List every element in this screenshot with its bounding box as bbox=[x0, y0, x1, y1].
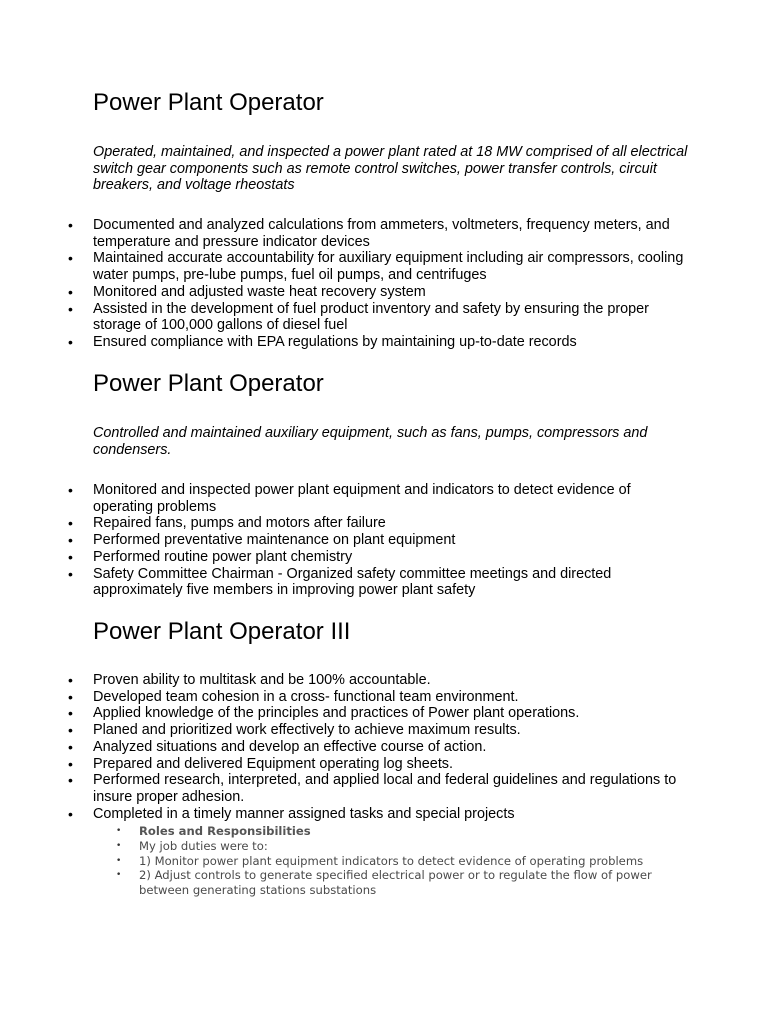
section-2-summary: Controlled and maintained auxiliary equipment, such as fans, pumps, compressors and condensers. bbox=[93, 425, 648, 458]
bullet-icon: • bbox=[68, 515, 73, 532]
bullet-icon: • bbox=[68, 532, 73, 549]
list-item: • Applied knowledge of the principles and practices of Power plant operations. bbox=[68, 705, 580, 722]
list-item: • Performed preventative maintenance on plant equipment bbox=[68, 532, 456, 549]
section-2-bullets bbox=[0, 482, 768, 599]
list-item: • 1) Monitor power plant equipment indicators to detect evidence of operating problems bbox=[116, 853, 644, 868]
list-item: • My job duties were to: bbox=[116, 838, 268, 853]
list-item: • Safety Committee Chairman - Organized safety committee meetings and directed approximately five members in improving power plant safety bbox=[68, 565, 612, 599]
bullet-icon: • bbox=[68, 283, 73, 300]
bullet-icon: • bbox=[68, 722, 73, 739]
bullet-icon: • bbox=[68, 805, 73, 822]
list-item: • Maintained accurate accountability for auxiliary equipment including air compressors, cooling water pumps, pre-lube pumps, fuel oil pumps, and centrifuges bbox=[68, 250, 684, 284]
bullet-icon: • bbox=[68, 755, 73, 772]
bullet-icon: • bbox=[68, 772, 73, 789]
list-item: • Performed routine power plant chemistry bbox=[68, 548, 353, 565]
bullet-icon: • bbox=[116, 826, 122, 836]
section-3-title: Power Plant Operator III bbox=[93, 618, 351, 645]
bullet-icon: • bbox=[68, 705, 73, 722]
list-item: • Monitored and adjusted waste heat recovery system bbox=[68, 283, 426, 300]
bullet-icon: • bbox=[68, 250, 73, 267]
list-item: • Analyzed situations and develop an effective course of action. bbox=[68, 738, 487, 755]
section-1-title: Power Plant Operator bbox=[93, 89, 324, 116]
list-item: • Developed team cohesion in a cross- functional team environment. bbox=[68, 688, 519, 705]
section-1-summary: Operated, maintained, and inspected a power plant rated at 18 MW comprised of all electrical switch gear components such as remote control switches, power transfer controls, circuit breakers, and voltage rheostats bbox=[93, 144, 688, 194]
bullet-icon: • bbox=[68, 565, 73, 582]
section-2-title: Power Plant Operator bbox=[93, 370, 324, 397]
list-item: • Documented and analyzed calculations from ammeters, voltmeters, frequency meters, and temperature and pressure indicator devices bbox=[68, 217, 670, 250]
list-item: • Ensured compliance with EPA regulations by maintaining up-to-date records bbox=[68, 333, 577, 350]
bullet-icon: • bbox=[68, 672, 73, 688]
bullet-icon: • bbox=[68, 333, 73, 350]
list-item: • Prepared and delivered Equipment operating log sheets. bbox=[68, 755, 454, 772]
bullet-icon: • bbox=[116, 855, 122, 866]
bullet-icon: • bbox=[116, 870, 122, 881]
list-item: • Completed in a timely manner assigned tasks and special projects bbox=[68, 805, 515, 822]
list-item: • Proven ability to multitask and be 100% accountable. bbox=[68, 672, 431, 688]
list-item: • Performed research, interpreted, and applied local and federal guidelines and regulations to insure proper adhesion. bbox=[68, 772, 677, 805]
section-1-bullets bbox=[0, 217, 768, 351]
list-item: • Planed and prioritized work effectively to achieve maximum results. bbox=[68, 722, 521, 739]
list-item: • Assisted in the development of fuel product inventory and safety by ensuring the proper storage of 100,000 gallons of diesel fuel bbox=[68, 300, 649, 334]
bullet-icon: • bbox=[68, 548, 73, 565]
bullet-icon: • bbox=[116, 840, 122, 851]
bullet-icon: • bbox=[68, 688, 73, 705]
list-item: • Monitored and inspected power plant equipment and indicators to detect evidence of operating problems bbox=[68, 482, 631, 515]
list-item: • 2) Adjust controls to generate specified electrical power or to regulate the flow of power between generating stations substations bbox=[116, 868, 652, 898]
bullet-icon: • bbox=[68, 217, 73, 233]
bullet-icon: • bbox=[68, 738, 73, 755]
section-3-sub-bullets bbox=[0, 824, 768, 898]
section-3-bullets bbox=[0, 672, 768, 822]
list-item: • Repaired fans, pumps and motors after failure bbox=[68, 515, 386, 532]
bullet-icon: • bbox=[68, 482, 73, 498]
list-item: • Roles and Responsibilities bbox=[116, 824, 311, 838]
bullet-icon: • bbox=[68, 300, 73, 317]
